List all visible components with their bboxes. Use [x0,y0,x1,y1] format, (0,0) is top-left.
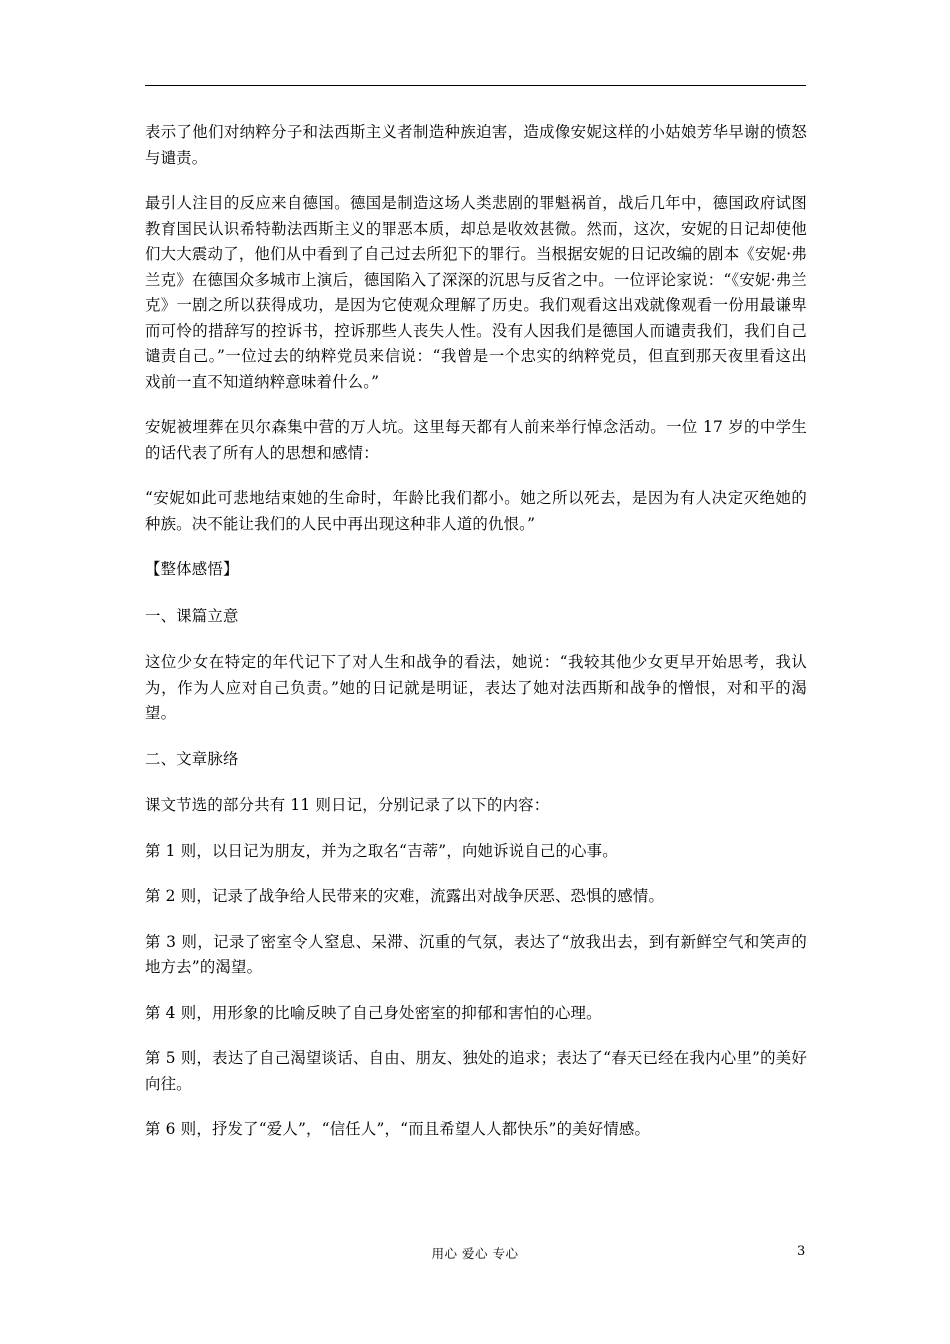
list-item-entry-1: 第 1 则，以日记为朋友，并为之取名“吉蒂”，向她诉说自己的心事。 [145,841,618,860]
paragraph-theme: 这位少女在特定的年代记下了对人生和战争的看法，她说：“我较其他少女更早开始思考，我认为，作为人应对自己负责。”她的日记就是明证，表达了她对法西斯和战争的憎恨，对和平的渴望。 [145,653,807,722]
subheading-structure: 二、文章脉络 [145,749,239,768]
footer-text: 用心 爱心 专心 [431,1246,519,1261]
list-item-entry-2: 第 2 则，记录了战争给人民带来的灾难，流露出对战争厌恶、恐惧的感情。 [145,887,665,905]
header-rule [145,85,806,86]
document-body [145,120,807,1163]
list-item-entry-4: 第 4 则，用形象的比喻反映了自己身处密室的抑郁和害怕的心理。 [145,1003,602,1022]
paragraph-condemnation: 表示了他们对纳粹分子和法西斯主义者制造种族迫害，造成像安妮这样的小姑娘芳华早谢的愤怒与谴责。 [145,123,807,167]
paragraph-structure-intro: 课文节选的部分共有 11 则日记，分别记录了以下的内容： [145,796,550,814]
paragraph-germany-reaction: 最引人注目的反应来自德国。德国是制造这场人类悲剧的罪魁祸首，战后几年中，德国政府试图教育国民认识希特勒法西斯主义的罪恶本质，却总是收效甚微。然而，这次，安妮的日记却使他们大大震动了，他们从中看到了自己过去所犯下的罪行。当根据安妮的日记改编的剧本《安妮·弗兰克》在德国众多城市上演后，德国陷入了深深的沉思与反省之中。一位评论家说：“《安妮·弗兰克》一剧之所以获得成功，是因为它使观众理解了历史。我们观看这出戏就像观看一份用最谦卑而可怜的措辞写的控诉书，控诉那些人丧失人性。没有人因我们是德国人而谴责我们，我们自己谴责自己。”一位过去的纳粹党员来信说：“我曾是一个忠实的纳粹党员，但直到那天夜里看这出戏前一直不知道纳粹意味着什么。” [145,194,807,391]
list-item-entry-5: 第 5 则，表达了自己渴望谈话、自由、朋友、独处的追求；表达了“春天已经在我内心里”的美好向往。 [145,1049,807,1093]
subheading-theme: 一、课篇立意 [145,606,239,625]
paragraph-student-quote: “安妮如此可悲地结束她的生命时，年龄比我们都小。她之所以死去，是因为有人决定灭绝她的种族。决不能让我们的人民中再出现这种非人道的仇恨。” [145,489,807,533]
list-item-entry-6: 第 6 则，抒发了“爱人”，“信任人”，“而且希望人人都快乐”的美好情感。 [145,1120,651,1138]
page-number: 3 [797,1244,806,1259]
section-heading-overall: 【整体感悟】 [145,560,239,578]
paragraph-burial: 安妮被埋葬在贝尔森集中营的万人坑。这里每天都有人前来举行悼念活动。一位 17 岁的中学生的话代表了所有人的思想和感情： [145,418,807,462]
list-item-entry-3: 第 3 则，记录了密室令人窒息、呆滞、沉重的气氛，表达了“放我出去，到有新鲜空气和笑声的地方去”的渴望。 [145,932,807,976]
